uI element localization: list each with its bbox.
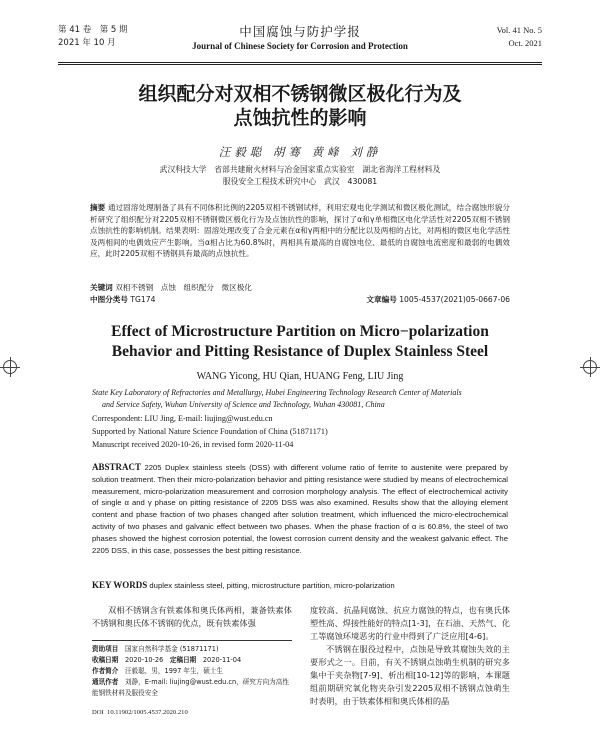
header-rule-thin (58, 64, 542, 65)
body-paragraph: 双相不锈钢含有铁素体和奥氏体两相，兼备铁素体不锈钢和奥氏体不锈钢的优点，既有铁素体强 (92, 605, 292, 628)
en-authors: WANG Yicong, HU Qian, HUANG Feng, LIU Jing (196, 371, 404, 382)
cn-abstract-text: 通过固溶处理制备了具有不同体积比例的2205双相不锈钢试样，利用宏观电化学测试和微区极化测试，结合腐蚀形貌分析研究了组织配分对2205双相不锈钢微区极化行为及点蚀抗性的影响，探讨了α和γ单相微区电化学活性对2205双相不锈钢点蚀抗性的影响机制。结果表明：固溶处理改变了合金元素在α和γ两相中的分配比以及两相的占比，对两相的微区电化学活性及两相间的电偶效应产生影响。当α相占比为60.8%时，两相具有最高的自腐蚀电位、最低的自腐蚀电流密度和最弱的电偶效应，此时2205双相不锈钢具有最高的点蚀抗性。 (90, 203, 511, 259)
body-paragraph: 度较高、抗晶间腐蚀、抗应力腐蚀的特点，也有奥氏体塑性高、焊接性能好的特点[1-3]，在石油、天然气、化工等腐蚀环境恶劣的行业中得到了广泛应用[4-6]。 (310, 605, 510, 641)
footnote-block: 资助项目 国家自然科学基金 (51871171) 收稿日期 2020-10-26 定稿日期 2020-11-04 作者简介 汪毅聪，男，1997 年生，硕士生 通讯作者 刘静，E-mail: liujing@wust.edu.cn，研究方向为高性能钢铁材料及服役安全 (92, 640, 292, 699)
en-affiliation: State Key Laboratory of Refractories and Metallurgy, Hubei Engineering Technology Research Center of Materials and Service Safety, Wuhan University of Science and Technology, Wuhan 430081, China (92, 388, 462, 409)
journal-name: 中国腐蚀与防护学报 Journal of Chinese Society for Corrosion and Protection (192, 24, 408, 51)
cn-authors: 汪毅聪 胡骞 黄峰 刘静 (218, 145, 382, 159)
doi: DOI 10.11902/1005.4537.2020.210 (92, 709, 188, 716)
en-abstract (92, 462, 508, 556)
body-paragraph: 不锈钢在服役过程中，点蚀是导致其腐蚀失效的主要形式之一。目前，有关不锈钢点蚀萌生机制的研究多集中于夹杂物[7-9]、析出相[10-12]等的影响，本课题组前期研究氧化物夹杂引发2205双相不锈钢点蚀萌生时表明，由于铁素体相和奥氏体相的晶 (310, 644, 510, 706)
body-right-column (310, 604, 510, 708)
cn-classification: 中图分类号 TG174 文章编号 1005-4537(2021)05-0667-06 (90, 295, 510, 304)
registration-mark-left (3, 360, 17, 374)
en-keywords: KEY WORDS duplex stainless steel, pitting, microstructure partition, micro-polarization (92, 580, 395, 590)
en-abstract-label: ABSTRACT (92, 462, 142, 472)
cn-abstract-label: 摘要 (90, 203, 106, 212)
funding: Supported by National Nature Science Foundation of China (51871171) (92, 427, 328, 436)
header-volume-info-en: Vol. 41 No. 5 Oct. 2021 (496, 25, 542, 48)
cn-abstract (90, 202, 510, 260)
registration-mark-right (583, 360, 597, 374)
cn-article-title: 组织配分对双相不锈钢微区极化行为及 点蚀抗性的影响 (138, 83, 462, 129)
header-rule (58, 62, 542, 63)
running-header (58, 24, 542, 62)
cn-affiliation: 武汉科技大学 省部共建耐火材料与冶金国家重点实验室 湖北省海洋工程材料及 服役安全工程技术研究中心 武汉 430081 (159, 165, 441, 186)
header-volume-info: 第 41 卷 第 5 期 2021 年 10 月 (58, 25, 128, 48)
en-abstract-text: 2205 Duplex stainless steels (DSS) with different volume ratio of ferrite to austenite were prepared by solution treatment. Then their micro-polarization behavior and pitting resistance were studied by means of electrochemical measurement, micro-polarization measurement and corrosion morphology analysis. The effect of electrochemical activity of single α and γ phase on pitting resistance of 2205 DSS was also examined. Results show that the alloying element content and phase fraction of two phases changed after solution treatment, which influenced the micro-electrochemical activity of two phases and galvanic effect between two phases. When the phase fraction of α is 60.8%, the steel of two phases showed the highest corrosion potential, the lowest corrosion current density and the weakest galvanic effect. The 2205 DSS, in this case, possesses the best pitting resistance. (92, 463, 509, 555)
cn-keywords: 关键词 双相不锈钢 点蚀 组织配分 微区极化 (90, 283, 252, 292)
manuscript-dates: Manuscript received 2020-10-26, in revised form 2020-11-04 (92, 440, 294, 449)
article-number: 文章编号 1005-4537(2021)05-0667-06 (366, 295, 510, 304)
correspondent: Correspondent: LIU Jing, E-mail: liujing@wust.edu.cn (92, 414, 273, 423)
en-article-title: Effect of Microstructure Partition on Micro−polarization Behavior and Pitting Resistance of Duplex Stainless Steel (111, 323, 489, 360)
body-left-column (92, 604, 292, 630)
